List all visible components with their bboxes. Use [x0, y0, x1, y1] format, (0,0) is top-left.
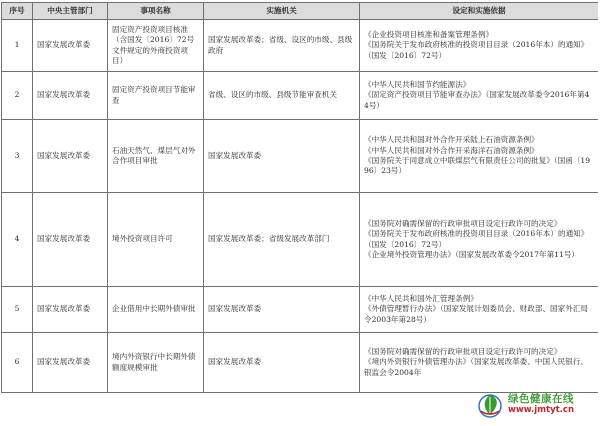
row-department: 国家发展改革委	[33, 287, 108, 333]
basis-line: 《国务院关于发布政府核准的投资项目目录（2016年本）的通知》（国发〔2016〕72号）	[364, 40, 589, 60]
row-seq: 4	[2, 193, 33, 287]
basis-line: 《境内外资银行外债管理办法》（国家发展改革委、中国人民银行、银监会令2004年	[364, 357, 589, 377]
row-basis	[360, 72, 599, 120]
header-seq: 序号	[2, 3, 33, 20]
approval-items-table-container	[1, 2, 598, 426]
header-legal-basis: 设定和实施依据	[360, 3, 599, 20]
row-agency: 国家发展改革委	[204, 120, 360, 193]
site-watermark	[476, 390, 594, 420]
row-seq: 2	[2, 72, 33, 120]
basis-line: 《国务院对确需保留的行政审批项目设定行政许可的决定》	[364, 218, 562, 228]
row-department: 国家发展改革委	[33, 120, 108, 193]
row-agency: 国家发展改革委	[204, 333, 360, 393]
row-department: 国家发展改革委	[33, 72, 108, 120]
row-item-name: 企业借用中长期外债审批	[108, 287, 204, 333]
row-item-name: 境内外资银行中长期外债额度规模审批	[108, 333, 204, 393]
row-agency: 国家发展改革委	[204, 287, 360, 333]
basis-line: 《企业境外投资管理办法》（国家发展改革委令2017年第11号）	[364, 249, 580, 259]
row-basis	[360, 287, 599, 333]
row-basis	[360, 193, 599, 287]
basis-line: 《固定资产投资项目节能审查办法》（国家发展改革委令2016年第44号）	[364, 90, 590, 110]
basis-line: 《中华人民共和国对外合作开采陆上石油资源条例》	[364, 135, 539, 145]
basis-line: 《中华人民共和国外汇管理条例》	[364, 294, 478, 304]
row-item-name: 境外投资项目许可	[108, 193, 204, 287]
basis-line: 《外债管理暂行办法》（国家发展计划委员会、财政部、国家外汇局令2003年第28号）	[364, 304, 589, 324]
table-header-row	[2, 3, 599, 20]
row-department: 国家发展改革委	[33, 20, 108, 72]
row-department: 国家发展改革委	[33, 193, 108, 287]
watermark-site-url: www.jmtyt.cn	[508, 405, 574, 415]
table-row	[2, 72, 599, 120]
basis-line: 《中华人民共和国节约能源法》	[364, 80, 471, 90]
table-row	[2, 287, 599, 333]
row-item-name: 固定资产投资项目核准（含国发〔2016〕72号文件规定的外商投资项目）	[108, 20, 204, 72]
row-basis	[360, 333, 599, 393]
row-seq: 6	[2, 333, 33, 393]
basis-line: 《国务院对确需保留的行政审批项目设定行政许可的决定》	[364, 347, 562, 357]
table-row	[2, 333, 599, 393]
watermark-site-name: 绿色健康在线	[508, 393, 574, 405]
table-row	[2, 193, 599, 287]
basis-line: 《国务院关于发布政府核准的投资项目目录（2016年本）的通知》（国发〔2016〕72号）	[364, 229, 589, 249]
row-basis	[360, 20, 599, 72]
row-department: 国家发展改革委	[33, 333, 108, 393]
table-row	[2, 20, 599, 72]
header-implementing-agency: 实施机关	[204, 3, 360, 20]
watermark-text	[508, 394, 574, 416]
row-seq: 1	[2, 20, 33, 72]
header-item-name: 事项名称	[108, 3, 204, 20]
row-agency: 省级、设区的市级、县级节能审查机关	[204, 72, 360, 120]
row-item-name: 石油天然气、煤层气对外合作项目审批	[108, 120, 204, 193]
leaf-globe-icon	[476, 391, 504, 419]
table-row	[2, 120, 599, 193]
approval-items-table	[1, 2, 598, 393]
row-basis	[360, 120, 599, 193]
header-department: 中央主管部门	[33, 3, 108, 20]
basis-line: 《企业投资项目核准和备案管理条例》	[364, 30, 494, 40]
row-seq: 5	[2, 287, 33, 333]
row-agency: 国家发展改革委；省级、设区的市级、县级政府	[204, 20, 360, 72]
row-item-name: 固定资产投资项目节能审查	[108, 72, 204, 120]
basis-line: 《国务院关于同意成立中联煤层气有限责任公司的批复》（国函〔1996〕23号）	[364, 156, 591, 176]
basis-line: 《中华人民共和国对外合作开采海洋石油资源条例》	[364, 145, 539, 155]
row-seq: 3	[2, 120, 33, 193]
row-agency: 国家发展改革委；省级发展改革部门	[204, 193, 360, 287]
